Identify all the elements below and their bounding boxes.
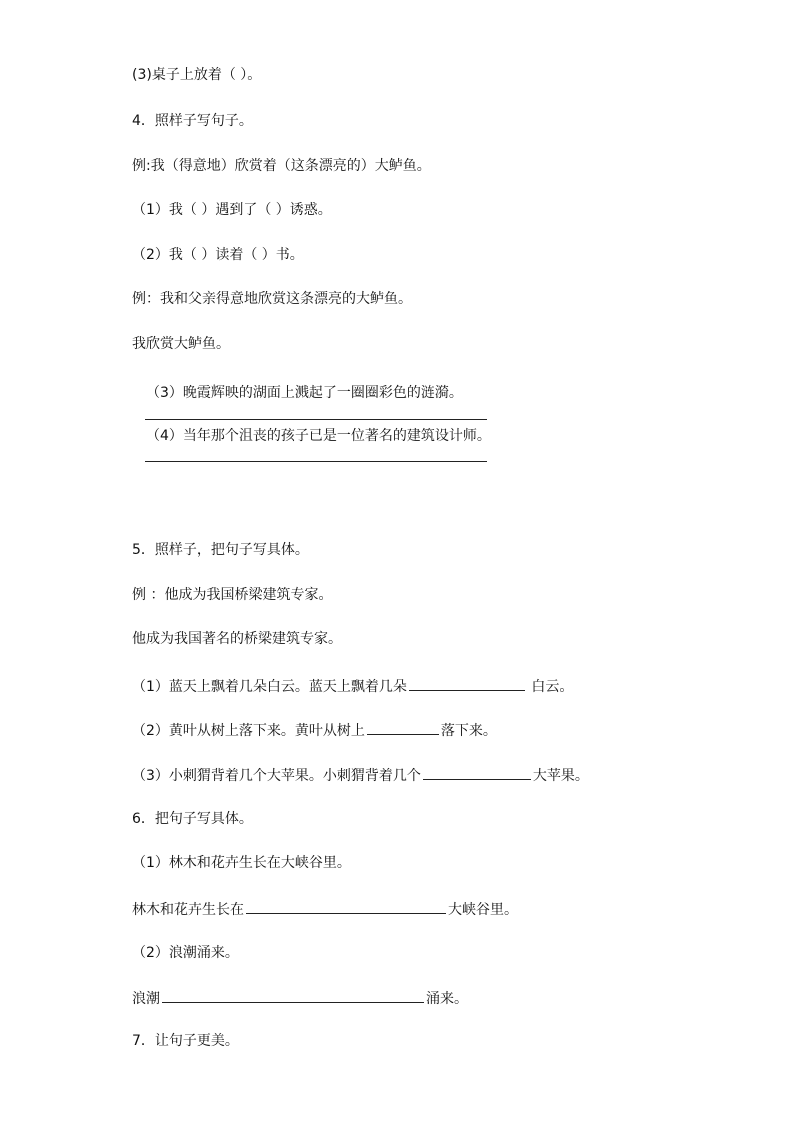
q4-example1: 例:我（得意地）欣赏着（这条漂亮的）大鲈鱼。 [132, 158, 431, 174]
q5-item2-blank[interactable] [367, 720, 439, 735]
q5-item3-blank[interactable] [423, 765, 531, 780]
q5-item2-suffix: 落下来。 [440, 723, 497, 739]
q6-item1-suffix: 大峡谷里。 [448, 902, 518, 918]
q7-title: 7．让句子更美。 [132, 1033, 239, 1049]
q4-item3-answer-line[interactable] [145, 419, 487, 420]
q4-item2: （2）我（ ）读着（ ）书。 [132, 247, 304, 263]
q5-item1-blank[interactable] [409, 676, 525, 691]
q5-item2 [132, 720, 497, 738]
q5-example-a: 例 ：他成为我国桥梁建筑专家。 [132, 587, 333, 603]
q5-example-b: 他成为我国著名的桥梁建筑专家。 [132, 631, 342, 647]
q4-item3: （3）晚霞辉映的湖面上溅起了一圈圈彩色的涟漪。 [146, 385, 463, 401]
q5-item3-prefix: （3）小刺猬背着几个大苹果。小刺猬背着几个 [132, 768, 421, 784]
q5-item3 [132, 765, 589, 783]
q6-item1-blank[interactable] [246, 899, 446, 914]
q6-item2-prefix: 浪潮 [132, 991, 160, 1007]
q4-item4-answer-line[interactable] [145, 461, 487, 462]
q5-item1 [132, 676, 573, 694]
q5-item1-suffix: 白云。 [526, 679, 574, 695]
q6-item2-answer [132, 988, 468, 1006]
q5-item1-prefix: （1）蓝天上飘着几朵白云。蓝天上飘着几朵 [132, 679, 407, 695]
q3-item3: (3)桌子上放着（ ）。 [132, 67, 262, 83]
q6-item1-answer [132, 899, 518, 917]
q6-item2: （2）浪潮涌来。 [132, 945, 239, 961]
q4-example2a: 例：我和父亲得意地欣赏这条漂亮的大鲈鱼。 [132, 291, 412, 307]
q5-title: 5．照样子，把句子写具体。 [132, 542, 309, 558]
q4-item4: （4）当年那个沮丧的孩子已是一位著名的建筑设计师。 [146, 428, 491, 444]
q4-example2b: 我欣赏大鲈鱼。 [132, 336, 230, 352]
q6-item2-blank[interactable] [162, 988, 424, 1003]
q6-item1: （1）林木和花卉生长在大峡谷里。 [132, 855, 351, 871]
q4-title: 4．照样子写句子。 [132, 113, 253, 129]
q4-item1: （1）我（ ）遇到了（ ）诱惑。 [132, 202, 332, 218]
q6-item2-suffix: 涌来。 [426, 991, 468, 1007]
q5-item3-suffix: 大苹果。 [532, 768, 589, 784]
q6-title: 6．把句子写具体。 [132, 811, 253, 827]
q6-item1-prefix: 林木和花卉生长在 [132, 902, 244, 918]
q5-item2-prefix: （2）黄叶从树上落下来。黄叶从树上 [132, 723, 365, 739]
